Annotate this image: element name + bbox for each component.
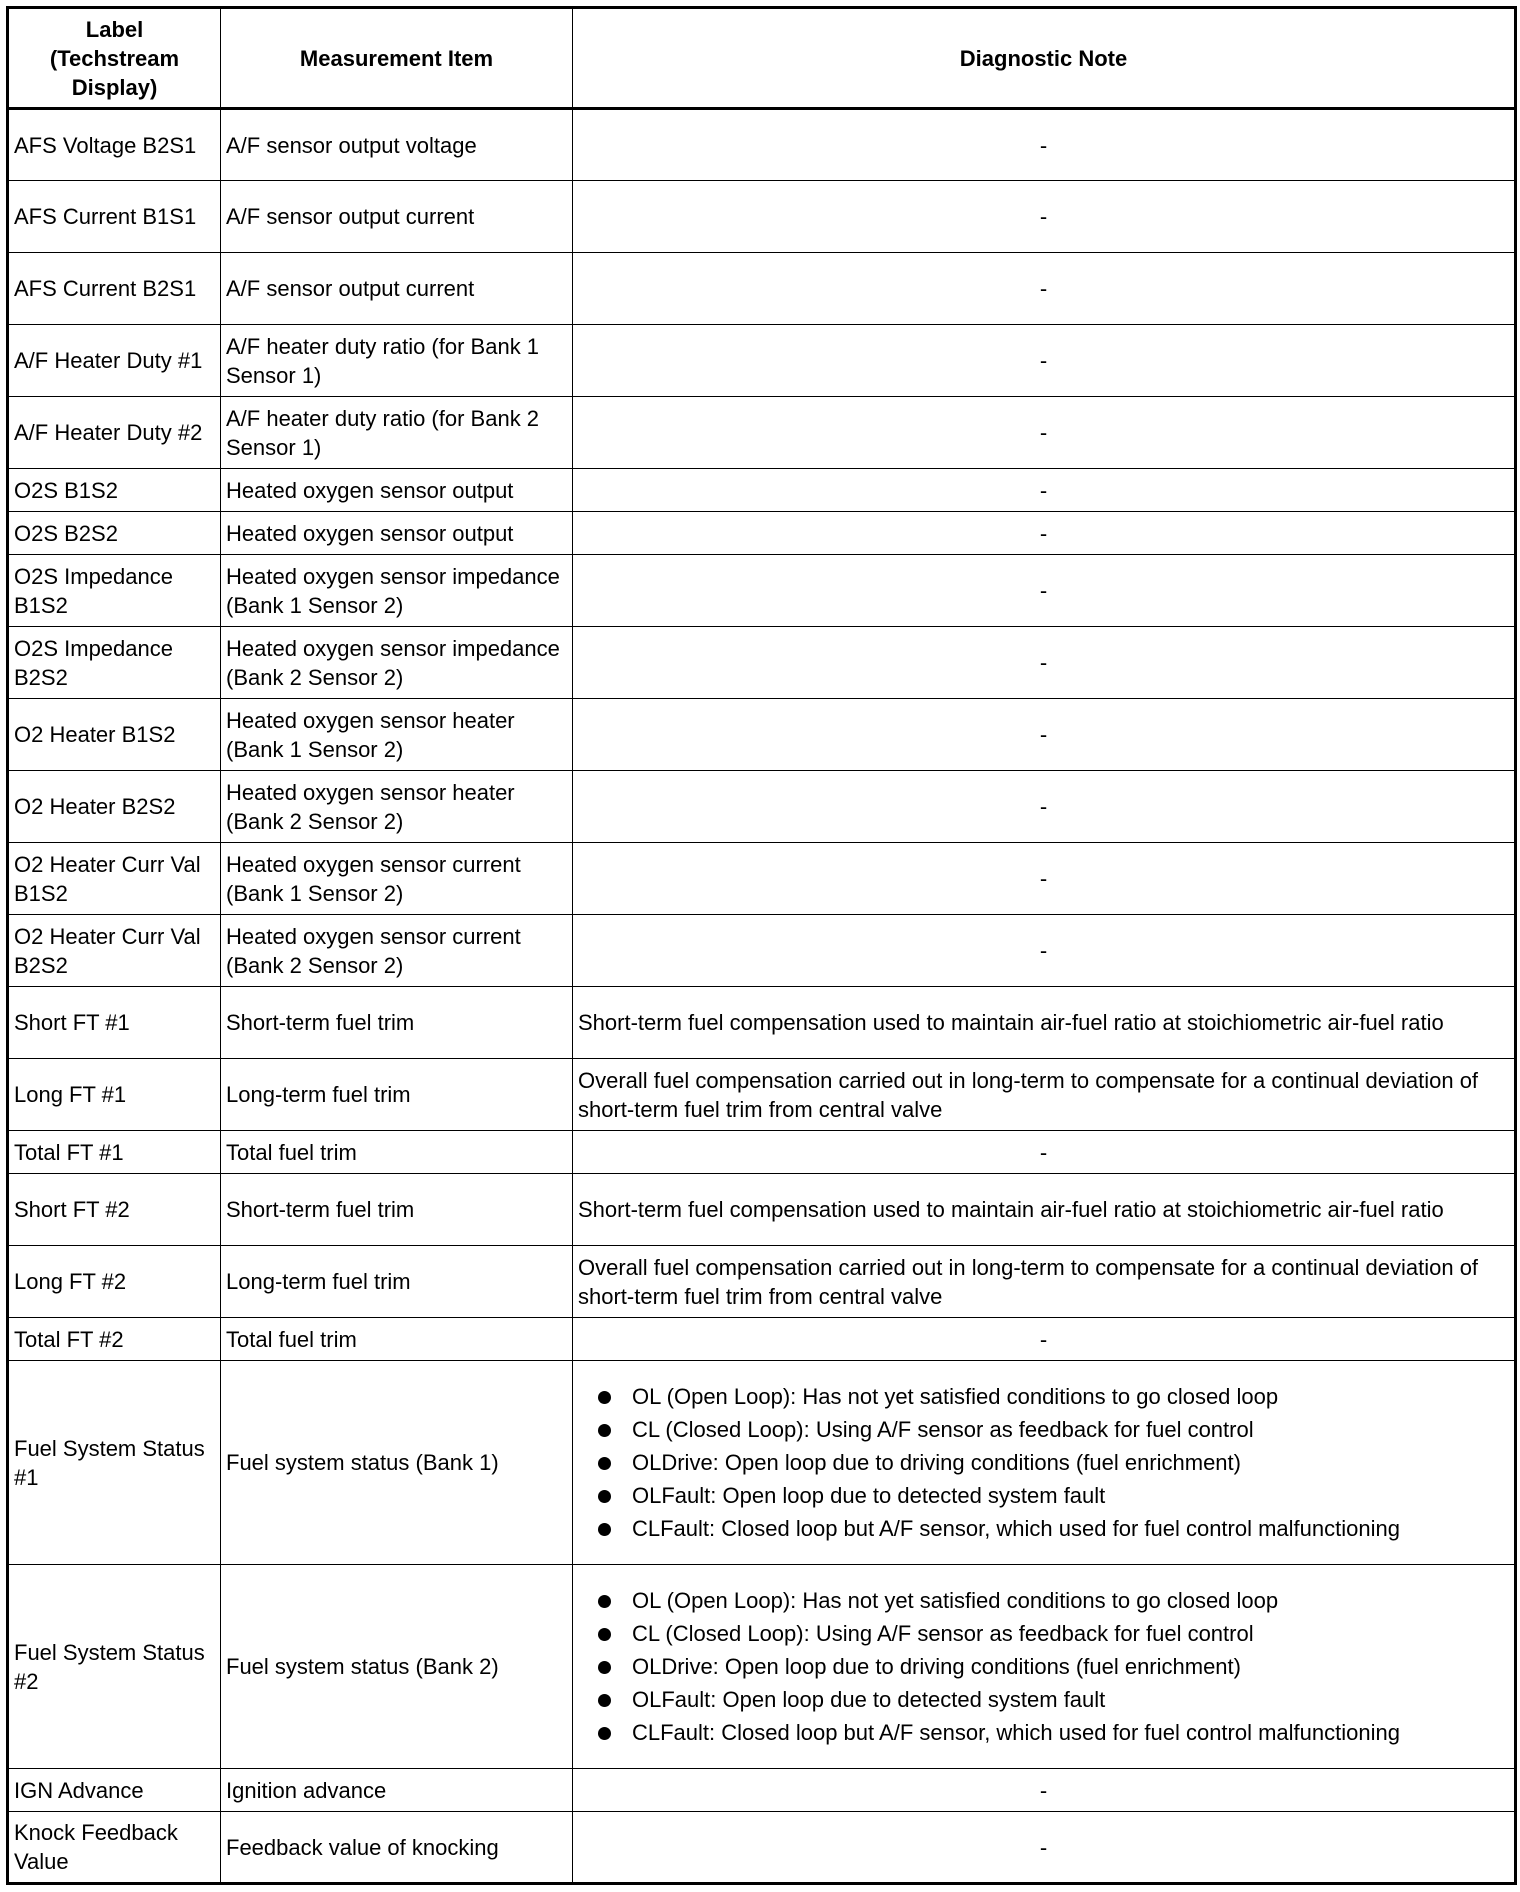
cell-diagnostic-note: - [573,843,1516,915]
cell-label: O2S B2S2 [8,512,221,555]
table-row [8,987,1516,1059]
cell-label: Total FT #2 [8,1318,221,1361]
cell-label: O2 Heater Curr Val B1S2 [8,843,221,915]
table-row [8,397,1516,469]
bullet-text: OLDrive: Open loop due to driving conditions (fuel enrichment) [632,1654,1241,1679]
diagnostic-data-table [6,6,1517,1885]
header-label: Label (Techstream Display) [8,8,221,109]
cell-diagnostic-note: - [573,1318,1516,1361]
table-row [8,253,1516,325]
cell-measurement-item: Heated oxygen sensor heater (Bank 2 Sensor 2) [221,771,573,843]
status-bullet-item [592,1652,1509,1681]
cell-diagnostic-note: - [573,699,1516,771]
bullet-dot-icon [598,1661,611,1674]
cell-label: Long FT #1 [8,1059,221,1131]
cell-label: Short FT #2 [8,1174,221,1246]
table-row [8,1174,1516,1246]
table-row [8,699,1516,771]
status-bullet-item [592,1619,1509,1648]
status-bullet-item [592,1685,1509,1714]
cell-measurement-item: A/F sensor output current [221,181,573,253]
cell-measurement-item: Short-term fuel trim [221,1174,573,1246]
bullet-text: CL (Closed Loop): Using A/F sensor as feedback for fuel control [632,1621,1254,1646]
bullet-dot-icon [598,1490,611,1503]
cell-diagnostic-note: - [573,253,1516,325]
table-row [8,325,1516,397]
cell-label: Total FT #1 [8,1131,221,1174]
cell-diagnostic-note: Overall fuel compensation carried out in long-term to compensate for a continual deviation of short-term fuel trim from central valve [573,1246,1516,1318]
status-bullet-list [578,1382,1509,1543]
status-bullet-item [592,1514,1509,1543]
table-row [8,1361,1516,1565]
cell-diagnostic-note: Short-term fuel compensation used to maintain air-fuel ratio at stoichiometric air-fuel ratio [573,987,1516,1059]
cell-diagnostic-note [573,1565,1516,1769]
cell-measurement-item: Heated oxygen sensor impedance (Bank 1 Sensor 2) [221,555,573,627]
cell-diagnostic-note: - [573,555,1516,627]
table-row [8,771,1516,843]
table-row [8,1246,1516,1318]
cell-diagnostic-note: - [573,915,1516,987]
bullet-dot-icon [598,1628,611,1641]
cell-label: Fuel System Status #1 [8,1361,221,1565]
cell-diagnostic-note: - [573,1812,1516,1884]
cell-label: AFS Voltage B2S1 [8,109,221,181]
header-diagnostic-note: Diagnostic Note [573,8,1516,109]
cell-label: Long FT #2 [8,1246,221,1318]
bullet-text: OLFault: Open loop due to detected system fault [632,1483,1106,1508]
bullet-text: OL (Open Loop): Has not yet satisfied conditions to go closed loop [632,1588,1279,1613]
cell-measurement-item: A/F heater duty ratio (for Bank 2 Sensor 1) [221,397,573,469]
cell-measurement-item: Long-term fuel trim [221,1059,573,1131]
cell-measurement-item: Fuel system status (Bank 2) [221,1565,573,1769]
table-row [8,469,1516,512]
cell-label: O2S Impedance B1S2 [8,555,221,627]
cell-diagnostic-note: - [573,771,1516,843]
bullet-text: OLFault: Open loop due to detected system fault [632,1687,1106,1712]
status-bullet-list [578,1586,1509,1747]
bullet-dot-icon [598,1424,611,1437]
cell-measurement-item: A/F sensor output voltage [221,109,573,181]
cell-measurement-item: A/F sensor output current [221,253,573,325]
cell-diagnostic-note: - [573,325,1516,397]
bullet-text: CLFault: Closed loop but A/F sensor, which used for fuel control malfunctioning [632,1516,1400,1541]
cell-measurement-item: Heated oxygen sensor heater (Bank 1 Sensor 2) [221,699,573,771]
bullet-text: CL (Closed Loop): Using A/F sensor as feedback for fuel control [632,1417,1254,1442]
cell-diagnostic-note: - [573,397,1516,469]
header-row [8,8,1516,109]
table-row [8,1565,1516,1769]
cell-label: O2 Heater B2S2 [8,771,221,843]
bullet-text: CLFault: Closed loop but A/F sensor, which used for fuel control malfunctioning [632,1720,1400,1745]
cell-label: AFS Current B1S1 [8,181,221,253]
bullet-text: OL (Open Loop): Has not yet satisfied conditions to go closed loop [632,1384,1279,1409]
table-row [8,555,1516,627]
cell-diagnostic-note: - [573,1131,1516,1174]
cell-diagnostic-note: - [573,1769,1516,1812]
status-bullet-item [592,1448,1509,1477]
table-row [8,181,1516,253]
cell-measurement-item: Total fuel trim [221,1131,573,1174]
cell-label: O2S Impedance B2S2 [8,627,221,699]
cell-measurement-item: Short-term fuel trim [221,987,573,1059]
cell-measurement-item: Total fuel trim [221,1318,573,1361]
cell-measurement-item: Heated oxygen sensor output [221,512,573,555]
table-row [8,1812,1516,1884]
cell-label: A/F Heater Duty #1 [8,325,221,397]
cell-diagnostic-note: - [573,512,1516,555]
table-row [8,627,1516,699]
cell-measurement-item: Feedback value of knocking [221,1812,573,1884]
status-bullet-item [592,1718,1509,1747]
cell-measurement-item: Heated oxygen sensor output [221,469,573,512]
cell-diagnostic-note: Overall fuel compensation carried out in long-term to compensate for a continual deviation of short-term fuel trim from central valve [573,1059,1516,1131]
table-row [8,1059,1516,1131]
table-row [8,1769,1516,1812]
table-row [8,512,1516,555]
cell-label: Short FT #1 [8,987,221,1059]
status-bullet-item [592,1481,1509,1510]
cell-diagnostic-note: - [573,109,1516,181]
cell-diagnostic-note [573,1361,1516,1565]
cell-label: IGN Advance [8,1769,221,1812]
cell-measurement-item: A/F heater duty ratio (for Bank 1 Sensor 1) [221,325,573,397]
cell-diagnostic-note: - [573,469,1516,512]
bullet-dot-icon [598,1727,611,1740]
bullet-dot-icon [598,1391,611,1404]
bullet-dot-icon [598,1523,611,1536]
bullet-dot-icon [598,1595,611,1608]
cell-label: O2S B1S2 [8,469,221,512]
status-bullet-item [592,1382,1509,1411]
cell-measurement-item: Long-term fuel trim [221,1246,573,1318]
table-row [8,843,1516,915]
cell-measurement-item: Heated oxygen sensor impedance (Bank 2 Sensor 2) [221,627,573,699]
status-bullet-item [592,1415,1509,1444]
cell-label: Knock Feedback Value [8,1812,221,1884]
cell-label: O2 Heater Curr Val B2S2 [8,915,221,987]
cell-measurement-item: Fuel system status (Bank 1) [221,1361,573,1565]
bullet-dot-icon [598,1694,611,1707]
table-row [8,915,1516,987]
table-row [8,1318,1516,1361]
cell-label: A/F Heater Duty #2 [8,397,221,469]
cell-diagnostic-note: - [573,627,1516,699]
bullet-dot-icon [598,1457,611,1470]
cell-measurement-item: Ignition advance [221,1769,573,1812]
table-row [8,1131,1516,1174]
header-measurement-item: Measurement Item [221,8,573,109]
cell-label: O2 Heater B1S2 [8,699,221,771]
cell-label: Fuel System Status #2 [8,1565,221,1769]
cell-measurement-item: Heated oxygen sensor current (Bank 2 Sensor 2) [221,915,573,987]
bullet-text: OLDrive: Open loop due to driving conditions (fuel enrichment) [632,1450,1241,1475]
cell-diagnostic-note: - [573,181,1516,253]
cell-measurement-item: Heated oxygen sensor current (Bank 1 Sensor 2) [221,843,573,915]
cell-diagnostic-note: Short-term fuel compensation used to maintain air-fuel ratio at stoichiometric air-fuel ratio [573,1174,1516,1246]
status-bullet-item [592,1586,1509,1615]
table-row [8,109,1516,181]
cell-label: AFS Current B2S1 [8,253,221,325]
